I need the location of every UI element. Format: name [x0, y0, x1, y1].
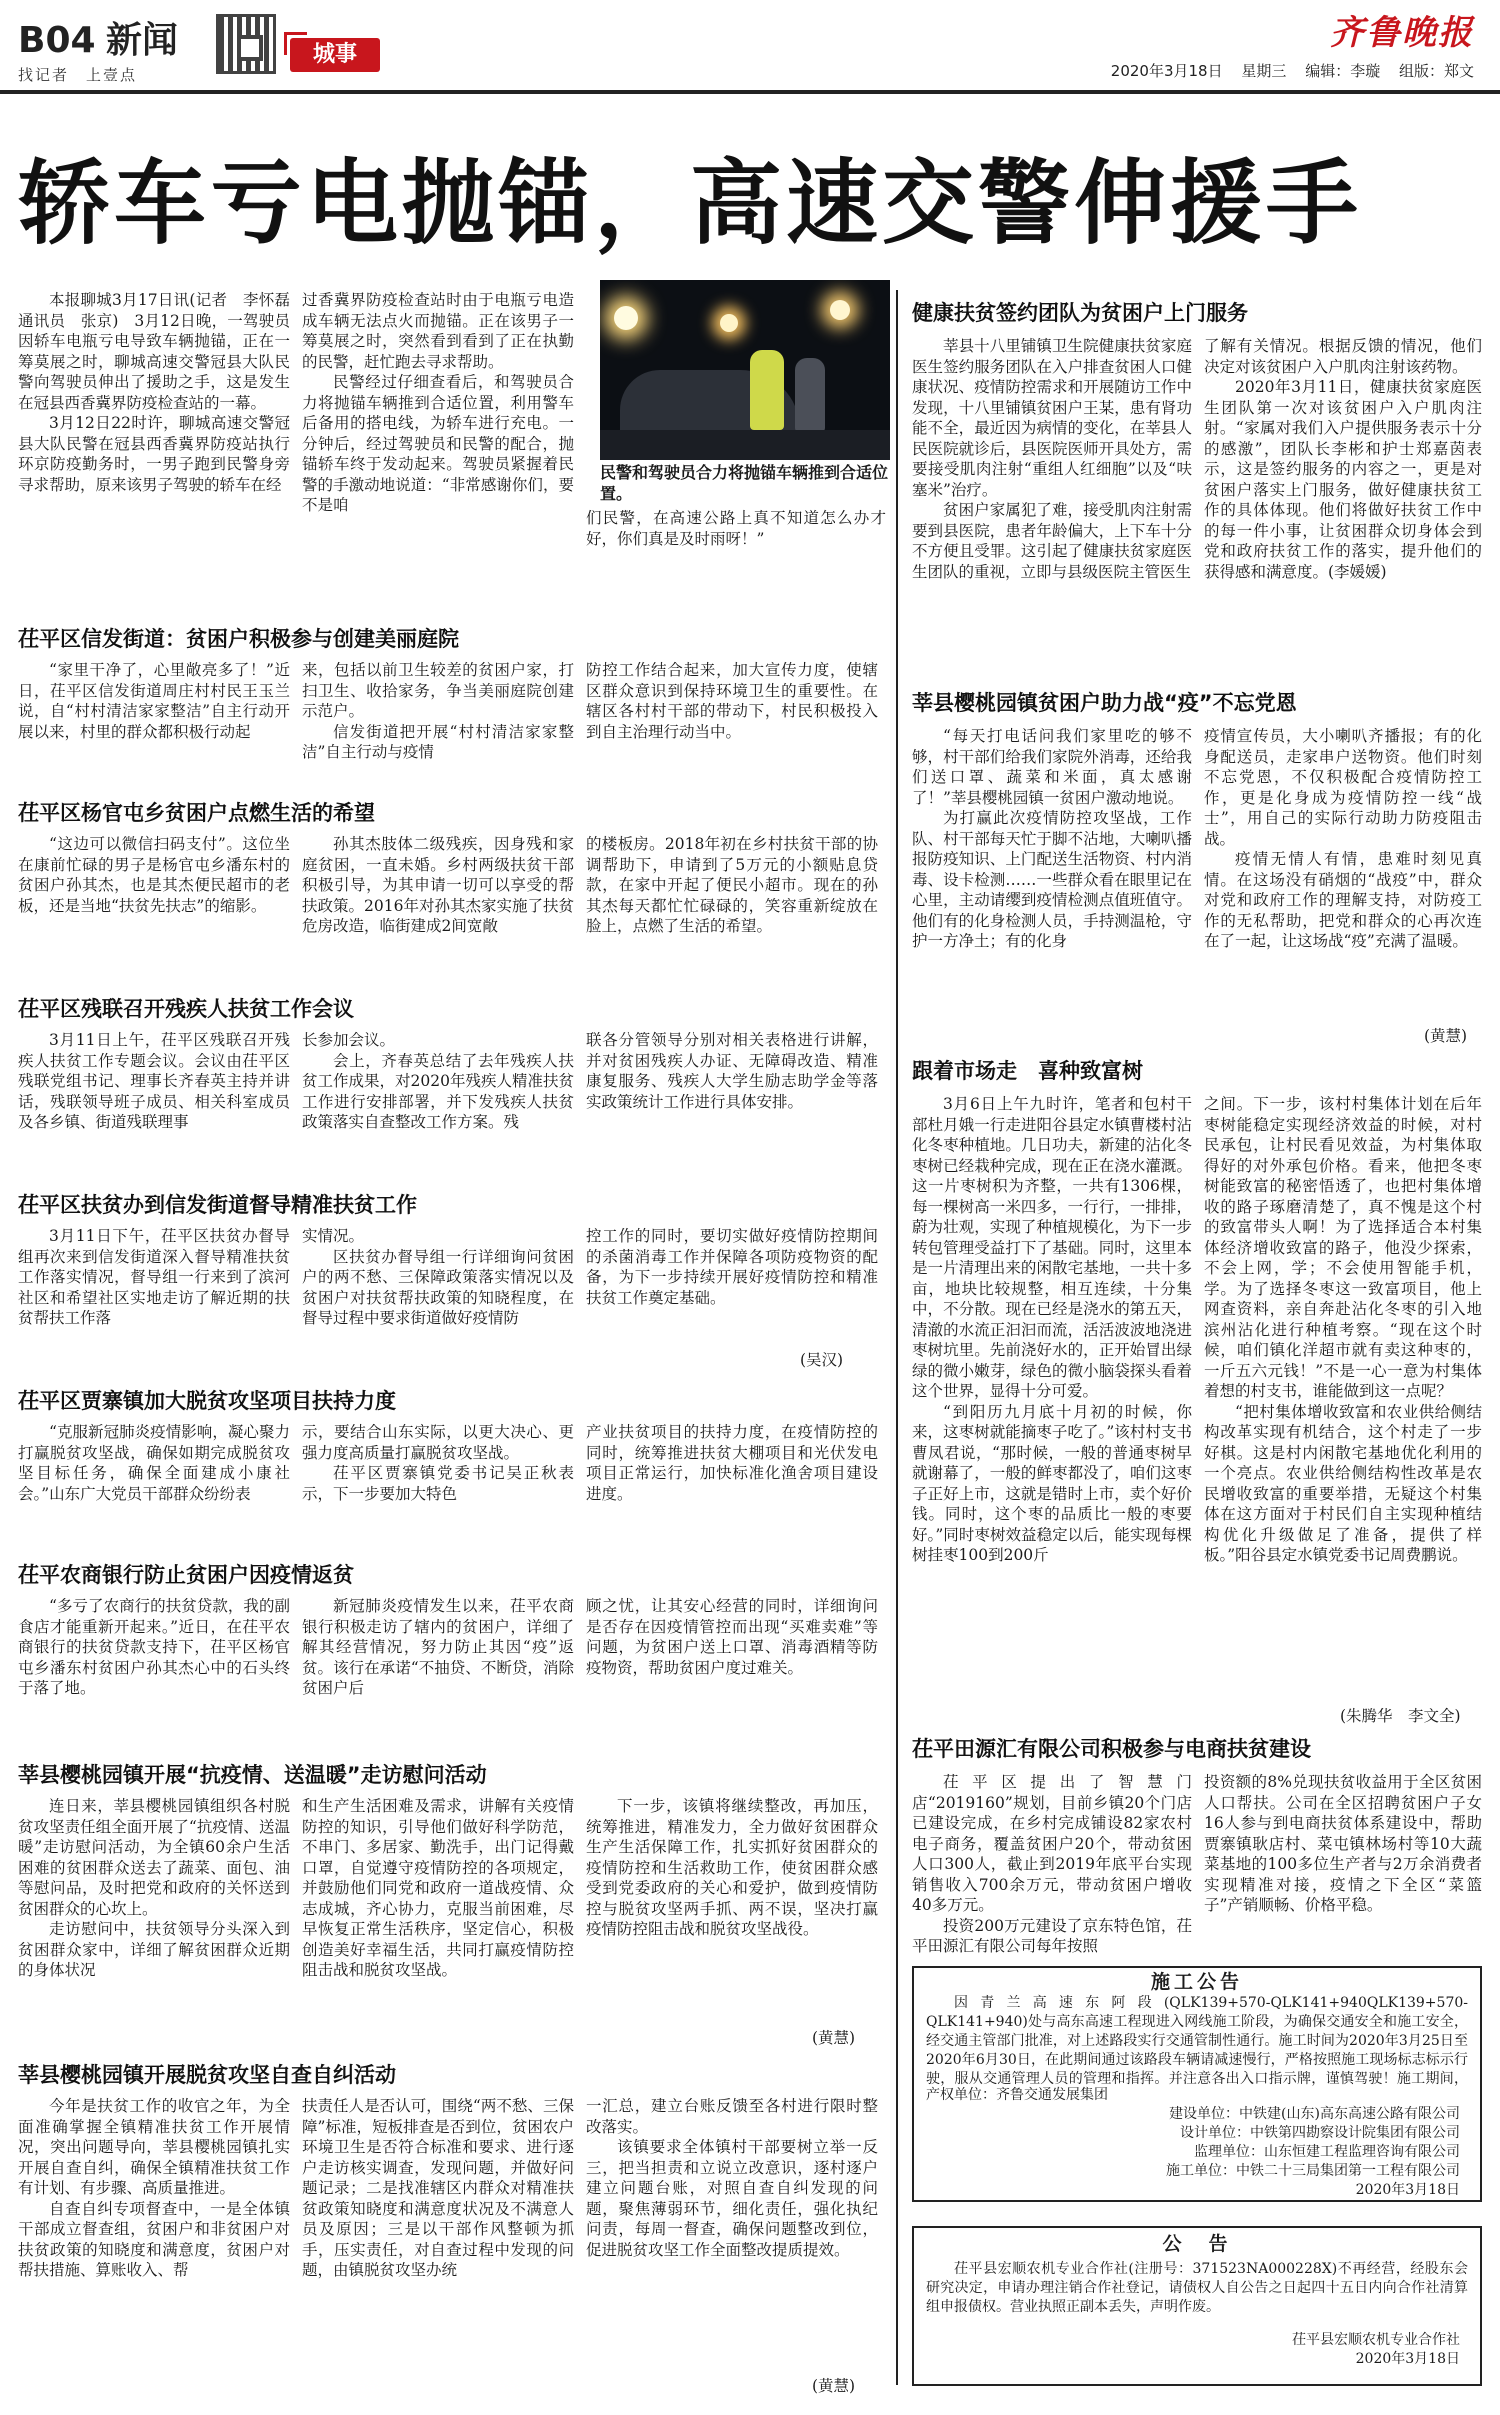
paragraph: 因青兰高速东阿段(QLK139+570-QLK141+940QLK139+570-QLK141+940)处与高东高速工程现进入网线施工阶段，为确保交通安全和施工安全，经交通主管部门批准，对上述路段实行交通管制性通行。施工时间为2020年3月25日至2020年6月30日，在此期间通过该路段车辆请减速慢行，严格按照施工现场标志标示行驶，服从交通管理人员的管理和指挥。并注意各出入口指示牌，谨慎驾驶！施工期间，: [926, 1995, 1468, 2086]
story-title: 茌平区贾寨镇加大脱贫攻坚项目扶持力度: [18, 1389, 396, 1413]
story-column: [586, 1796, 878, 2024]
paragraph: “家里干净了，心里敞亮多了！”近日，茌平区信发街道周庄村村民王玉兰说，自“村村清洁家家整洁”自主行动开展以来，村里的群众都积极行动起: [18, 661, 290, 741]
story-column: [586, 2096, 878, 2372]
story-column: [302, 1226, 574, 1372]
story-title: 健康扶贫签约团队为贫困户上门服务: [912, 301, 1248, 325]
notice-designer: 设计单位：中铁第四勘察设计院集团有限公司: [1180, 2125, 1460, 2141]
paragraph: 2020年3月11日，健康扶贫家庭医生团队第一次对该贫困户入户肌肉注射。“家属对我们入户提供服务表示十分的感激”，团队长李彬和护士郑嘉茵表示，这是签约服务的内容之一，更是对贫困户落实上门服务，做好健康扶贫工作的具体体现。他们将做好扶贫工作中的每一件小事，让贫困群众切身体会到党和政府扶贫工作的落实，提升他们的获得感和满意度。(李媛媛): [1204, 378, 1482, 581]
paragraph: 走访慰问中，扶贫领导分头深入到贫困群众家中，详细了解贫困群众近期的身体状况: [18, 1920, 290, 1979]
story-title: 茌平区信发街道：贫困户积极参与创建美丽庭院: [18, 627, 459, 651]
story-title: 茌平区杨官屯乡贫困户点燃生活的希望: [18, 801, 375, 825]
story-column: [586, 1030, 878, 1176]
paragraph: 联各分管领导分别对相关表格进行讲解，并对贫困残疾人办证、无障碍改造、精准康复服务、残疾人大学生励志助学金等落实政策统计工作进行具体安排。: [586, 1031, 878, 1111]
notice-builder: 建设单位：中铁建(山东)高东高速公路有限公司: [1169, 2106, 1460, 2122]
notice-constructor: 施工单位：中铁二十三局集团第一工程有限公司: [1166, 2163, 1460, 2179]
construction-notice: [912, 1966, 1482, 2202]
story-column: [18, 1422, 290, 1546]
byline: (黄慧): [812, 2029, 856, 2047]
paragraph: 连日来，莘县樱桃园镇组织各村脱贫攻坚责任组全面开展了“抗疫情、送温暖”走访慰问活动，为全镇60余户生活困难的贫困群众送去了蔬菜、面包、油等慰问品，及时把党和政府的关怀送到贫困群众的心坎上。: [18, 1797, 290, 1918]
story-column: [18, 1596, 290, 1742]
paragraph: 为打赢此次疫情防控攻坚战，工作队、村干部每天忙于脚不沾地，大喇叭播报防疫知识、上门配送生活物资、村内消毒、设卡检测……一些群众看在眼里记在心里，主动请缨到疫情检测点值班值守。他们有的化身检测人员，手持测温枪，守护一方净土；有的化身: [912, 809, 1192, 950]
story-column: [18, 834, 290, 980]
story-column: [912, 1772, 1192, 1956]
story-column: [912, 1094, 1192, 1726]
paragraph: 自查自纠专项督查中，一是全体镇干部成立督查组，贫困户和非贫困户对扶贫政策的知晓度和满意度，贫困户对帮扶措施、算账收入、帮: [18, 2199, 290, 2279]
paragraph: “把村集体增收致富和农业供给侧结构改革实现有机结合，这个村走了一步好棋。这是村内闲散宅基地优化利用的一个亮点。农业供给侧结构性改革是农民增收致富的重要举措，无疑这个村集体在这方面对于村民们自主实现种植结构优化升级做足了准备，提供了样板。”阳谷县定水镇党委书记周费鹏说。: [1204, 1402, 1482, 1564]
notice-body: [914, 1994, 1480, 2086]
story-column: [586, 1226, 878, 1350]
paragraph: 之间。下一步，该村村集体计划在后年枣树能稳定实现经济效益的时候，对村民承包，让村民看见效益，为村集体取得好的对外承包价格。看来，他把冬枣树能致富的秘密悟透了，也把村集体增收的路子琢磨清楚了，真不愧是这个村的致富带头人啊！为了选择适合本村集体经济增收致富的路子，他没少探索，不会上网，学；不会使用智能手机，学。为了选择冬枣这一致富项目，他上网查资料，亲自奔赴沾化冬枣的引入地滨州沾化进行种植考察。“现在这个时候，咱们镇化洋超市就有卖这种枣的，一斤五六元钱！”不是一心一意为村集体着想的村支书，谁能做到这一点呢？: [1204, 1095, 1482, 1400]
lead-story-column-2: [302, 290, 574, 580]
byline: (黄慧): [812, 2377, 856, 2395]
paragraph: 过香冀界防疫检查站时由于电瓶亏电造成车辆无法点火而抛锚。正在该男子一筹莫展之时，突然看到看到了正在执勤的民警，赶忙跑去寻求帮助。: [302, 291, 574, 371]
notice-body: [914, 2260, 1480, 2317]
issue-date: 2020年3月18日: [1110, 62, 1223, 80]
story-column: [586, 1422, 878, 1546]
paragraph: “到阳历九月底十月初的时候，你来，这枣树就能摘枣子吃了。”该村村支书曹凤君说，“那时候，一般的普通枣树早就谢幕了，一般的鲜枣都没了，咱们这枣子正好上市，这就是错时上市，卖个好价钱。同时，这个枣的品质比一般的枣要好。”同时枣树效益稳定以后，能实现每棵树挂枣100到200斤: [912, 1402, 1192, 1564]
story-column: [1204, 336, 1482, 668]
paragraph: 孙其杰肢体二级残疾，因身残和家庭贫困，一直未婚。乡村两级扶贫干部积极引导，为其申请一切可以享受的帮扶政策。2016年对孙其杰家实施了扶贫危房改造，临街建成2间宽敞: [302, 835, 574, 935]
story-title: 莘县樱桃园镇开展脱贫攻坚自查自纠活动: [18, 2063, 396, 2087]
story-column: [18, 1796, 290, 2044]
channel-badge: 城事: [290, 38, 380, 72]
qr-code-icon: [216, 14, 276, 74]
paragraph: 们民警，在高速公路上真不知道怎么办才好，你们真是及时雨呀！”: [586, 509, 886, 548]
newspaper-logo: 齐鲁晚报: [1330, 13, 1474, 53]
notice-signer: 茌平县宏顺农机专业合作社: [1292, 2332, 1460, 2348]
notice-date: 2020年3月18日: [1355, 2351, 1460, 2367]
story-column: [1204, 1772, 1482, 1956]
story-column: [18, 2096, 290, 2396]
paragraph: 疫情无情人有情，患难时刻见真情。在这场没有硝烟的“战疫”中，群众对党和政府工作的理解支持，对防疫工作的无私帮助，把党和群众的心再次连在了一起，让这场战“疫”充满了温暖。: [1204, 850, 1482, 950]
paragraph: 该镇要求全体镇村干部要树立举一反三，把当担责和立说立改意识，逐村逐户建立问题台账，对照自查自纠发现的问题，聚焦薄弱环节，细化责任，强化执纪问责，每周一督查，确保问题整改到位，促进脱贫攻坚工作全面整改提质提效。: [586, 2138, 878, 2259]
story-title: 莘县樱桃园镇贫困户助力战“疫”不忘党恩: [912, 691, 1297, 715]
paragraph: 产业扶贫项目的扶持力度，在疫情防控的同时，统筹推进扶贫大棚项目和光伏发电项目正常运行，加快标准化渔舍项目建设进度。: [586, 1423, 878, 1503]
story-column: [18, 1226, 290, 1372]
byline: (黄慧): [1424, 1027, 1468, 1045]
story-column: [586, 660, 878, 784]
paragraph: 民警经过仔细查看后，和驾驶员合力将抛锚车辆推到合适位置，利用警车后备用的搭电线，为轿车进行充电。一分钟后，经过驾驶员和民警的配合，抛锚轿车终于发动起来。驾驶员紧握着民警的手激动地说道：“非常感谢你们，要不是咱: [302, 373, 574, 514]
notice-title: 施工公告: [1150, 1971, 1243, 1993]
story-column: [586, 834, 878, 980]
story-title: 茌平农商银行防止贫困户因疫情返贫: [18, 1563, 354, 1587]
paragraph: 疫情宣传员，大小喇叭齐播报；有的化身配送员，走家串户送物资。他们时刻不忘党恩，不仅积极配合疫情防控工作，更是化身成为疫情防控一线“战士”，用自己的实际行动助力防疫阻击战。: [1204, 727, 1482, 848]
paragraph: 扶责任人是否认可，围绕“两不愁、三保障”标准，短板排查是否到位，贫困农户环境卫生是否符合标准和要求、进行逐户走访核实调查，发现问题，并做好问题记录；二是找准辖区内群众对精准扶贫政策知晓度和满意度状况及不满意人员及原因；三是以干部作风整顿为抓手，压实责任，对自查过程中发现的问题，由镇脱贫攻坚办统: [302, 2097, 574, 2279]
story-column: [302, 834, 574, 980]
editor-credit: 编辑：李璇: [1305, 62, 1381, 80]
dissolution-notice: [912, 2226, 1482, 2386]
paragraph: 投资额的8%兑现扶贫收益用于全区贫困人口帮扶。公司在全区招聘贫困户子女16人参与到电商扶贫体系建设中，帮助贾寨镇耿店村、菜屯镇林场村等10大蔬菜基地的100多位生产者与2万余消费者实现精准对接，疫情之下全区“菜篮子”产销顺畅、价格平稳。: [1204, 1773, 1482, 1914]
story-column: [912, 726, 1192, 1046]
paragraph: 信发街道把开展“村村清洁家家整洁”自主行动与疫情: [302, 722, 574, 761]
paragraph: 3月11日上午，茌平区残联召开残疾人扶贫工作专题会议。会议由茌平区残联党组书记、理事长齐春英主持并讲话，残联领导班子成员、相关科室成员及各乡镇、街道残联理事: [18, 1031, 290, 1131]
story-column: [18, 660, 290, 784]
paragraph: 防控工作结合起来，加大宣传力度，使辖区群众意识到保持环境卫生的重要性。在辖区各村村干部的带动下，村民积极投入到自主治理行动当中。: [586, 661, 878, 741]
paragraph: 本报聊城3月17日讯(记者 李怀磊 通讯员 张京) 3月12日晚，一驾驶员因轿车电瓶亏电导致车辆抛锚，正在一筹莫展之时，聊城高速交警冠县大队民警向驾驶员伸出了援助之手，这是发生在冠县西香冀界防疫检查站的一幕。: [18, 291, 290, 412]
paragraph: 控工作的同时，要切实做好疫情防控期间的杀菌消毒工作并保障各项防疫物资的配备，为下一步持续开展好疫情防控和精准扶贫工作奠定基础。: [586, 1227, 878, 1307]
column-divider: [896, 290, 898, 2385]
paragraph: 实情况。: [302, 1227, 365, 1245]
story-column: [302, 1796, 574, 2044]
paragraph: “多亏了农商行的扶贫贷款，我的副食店才能重新开起来。”近日，在茌平农商银行的扶贫贷款支持下，茌平区杨官屯乡潘东村贫困户孙其杰心中的石头终于落了地。: [18, 1597, 290, 1697]
notice-owner: 产权单位：齐鲁交通发展集团: [926, 2087, 1108, 2103]
paragraph: 会上，齐春英总结了去年残疾人扶贫工作成果，对2020年残疾人精准扶贫工作进行安排部署，并下发残疾人扶贫政策落实自查整改工作方案。残: [302, 1051, 574, 1131]
layout-credit: 组版：郑文: [1398, 62, 1474, 80]
story-column: [302, 660, 574, 784]
paragraph: 来，包括以前卫生较差的贫困户家，打扫卫生、收拾家务，争当美丽庭院创建示范户。: [302, 661, 574, 720]
paragraph: 3月11日下午，茌平区扶贫办督导组再次来到信发街道深入督导精准扶贫工作落实情况，督导组一行来到了滨河社区和希望社区实地走访了解近期的扶贫帮扶工作落: [18, 1227, 290, 1327]
paragraph: 贫困户家属犯了难，接受肌肉注射需要到县医院，患者年龄偏大，上下车十分不方便且受罪。这引起了健康扶贫家庭医生团队的重视，立即与县级医院主管医生: [912, 501, 1192, 581]
story-column: [302, 2096, 574, 2396]
paragraph: “克服新冠肺炎疫情影响，凝心聚力打赢脱贫攻坚战，确保如期完成脱贫攻坚目标任务，确保全面建成小康社会。”山东广大党员干部群众纷纷表: [18, 1423, 290, 1503]
paragraph: 顾之忧，让其安心经营的同时，详细询问是否存在因疫情管控而出现“买难卖难”等问题，为贫困户送上口罩、消毒酒精等防疫物资，帮助贫困户度过难关。: [586, 1597, 878, 1677]
dateline: [1097, 62, 1474, 80]
paragraph: 下一步，该镇将继续整改，再加压，统筹推进，精准发力，全力做好贫困群众生产生活保障工作，扎实抓好贫困群众的疫情防控和生活救助工作，使贫困群众感受到党委政府的关心和爱护，做到疫情防控与脱贫攻坚两手抓、两不误，坚决打赢疫情防控阻击战和脱贫攻坚战役。: [586, 1797, 878, 1938]
story-column: [302, 1422, 574, 1546]
story-title: 茌平区扶贫办到信发街道督导精准扶贫工作: [18, 1193, 417, 1217]
paragraph: 和生产生活困难及需求，讲解有关疫情防控的知识，引导他们做好科学防范，不串门、多居家、勤洗手，出门记得戴口罩，自觉遵守疫情防控的各项规定，并鼓励他们同党和政府一道战疫情、众志成城，齐心协力，克服当前困难，尽早恢复正常生活秩序，坚定信心，积极创造美好幸福生活，共同打赢疫情防控阻击战和脱贫攻坚战。: [302, 1797, 574, 1979]
masthead: [0, 0, 1500, 88]
paragraph: 茌平区贾寨镇党委书记吴正秋表示，下一步要加大特色: [302, 1464, 574, 1503]
notice-title: 公 告: [1162, 2233, 1232, 2255]
lead-story-column-3: [586, 508, 886, 578]
story-title: 茌平区残联召开残疾人扶贫工作会议: [18, 997, 354, 1021]
story-column: [586, 1596, 878, 1742]
page-headline: 轿车亏电抛锚，高速交警伸援手: [18, 150, 1363, 257]
news-photo: [600, 280, 890, 460]
paragraph: 长参加会议。: [302, 1031, 396, 1049]
notice-date: 2020年3月18日: [1355, 2182, 1460, 2198]
byline: (朱腾华 李文全): [1340, 1707, 1461, 1725]
paragraph: 示，要结合山东实际，以更大决心、更强力度高质量打赢脱贫攻坚战。: [302, 1423, 574, 1462]
paragraph: “每天打电话问我们家里吃的够不够，村干部们给我们家院外消毒，还给我们送口罩、蔬菜和米面，真太感谢了！”莘县樱桃园镇一贫困户激动地说。: [912, 727, 1192, 807]
slogan: 找记者 上壹点: [18, 66, 138, 84]
paragraph: 了解有关情况。根据反馈的情况，他们决定对该贫困户入户肌肉注射该药物。: [1204, 337, 1482, 376]
paragraph: 区扶贫办督导组一行详细询问贫困户的两不愁、三保障政策落实情况以及贫困户对扶贫帮扶政策的知晓程度，在督导过程中要求街道做好疫情防: [302, 1247, 574, 1327]
paragraph: 茌平区提出了智慧门店“2019160”规划，目前乡镇20个门店已建设完成，在乡村完成铺设82家农村电子商务，覆盖贫困户20个，带动贫困人口300人，截止到2019年底平台实现销售收入700余万元，带动贫困户增收40多万元。: [912, 1773, 1192, 1914]
paragraph: 茌平县宏顺农机专业合作社(注册号：371523NA000228X)不再经营，经股东会研究决定，申请办理注销合作社登记，请债权人自公告之日起四十五日内向合作社清算组申报债权。营业执照正副本丢失，声明作废。: [926, 2261, 1468, 2315]
story-title: 跟着市场走 喜种致富树: [912, 1059, 1143, 1083]
byline: (吴汉): [800, 1351, 844, 1369]
paragraph: “这边可以微信扫码支付”。这位坐在康前忙碌的男子是杨官屯乡潘东村的贫困户孙其杰，也是其杰便民超市的老板，还是当地“扶贫先扶志”的缩影。: [18, 835, 290, 915]
story-title: 莘县樱桃园镇开展“抗疫情、送温暖”走访慰问活动: [18, 1763, 487, 1787]
notice-supervisor: 监理单位：山东恒建工程监理咨询有限公司: [1194, 2144, 1460, 2160]
photo-caption: 民警和驾驶员合力将抛锚车辆推到合适位置。: [600, 463, 889, 503]
section-name: 新闻: [106, 20, 179, 61]
lead-story-column-1: [18, 290, 290, 580]
story-column: [1204, 726, 1482, 1026]
paragraph: 的楼板房。2018年初在乡村扶贫干部的协调帮助下，申请到了5万元的小额贴息贷款，在家中开起了便民小超市。现在的孙其杰每天都忙忙碌碌的，笑容重新绽放在脸上，点燃了生活的希望。: [586, 835, 878, 935]
story-column: [18, 1030, 290, 1176]
paragraph: 一汇总，建立台账反馈至各村进行限时整改落实。: [586, 2097, 878, 2136]
paragraph: 投资200万元建设了京东特色馆，茌平田源汇有限公司每年按照: [912, 1916, 1192, 1955]
paragraph: 莘县十八里铺镇卫生院健康扶贫家庭医生签约服务团队在入户排查贫困人口健康状况、疫情防控需求和开展随访工作中发现，十八里铺镇贫困户王某，患有肾功能不全，最近因为病情的变化，在莘县人民医院就诊后，县医院医师开具处方，需要接受肌肉注射“重组人红细胞”以及“呋塞米”治疗。: [912, 337, 1192, 499]
paragraph: 3月12日22时许，聊城高速交警冠县大队民警在冠县西香冀界防疫站执行环京防疫勤务时，一男子跑到民警身旁寻求帮助，原来该男子驾驶的轿车在经: [18, 414, 290, 494]
page-number: B04: [18, 20, 96, 61]
story-column: [302, 1030, 574, 1176]
paragraph: 新冠肺炎疫情发生以来，茌平农商银行积极走访了辖内的贫困户，详细了解其经营情况，努力防止其因“疫”返贫。该行在承诺“不抽贷、不断贷，消除贫困户后: [302, 1597, 574, 1697]
story-title: 茌平田源汇有限公司积极参与电商扶贫建设: [912, 1737, 1311, 1761]
top-rule: [0, 90, 1500, 94]
story-column: [912, 336, 1192, 668]
issue-weekday: 星期三: [1241, 62, 1287, 80]
paragraph: 3月6日上午九时许，笔者和包村干部杜月娥一行走进阳谷县定水镇曹楼村沾化冬枣种植地。几日功夫，新建的沾化冬枣树已经栽种完成，现在正在浇水灌溉。这一片枣树积为齐整，一共有1306棵，每一棵树高一米四多，一行行，一排排，蔚为壮观，实现了种植规模化，为下一步转包管理受益打下了基础。同时，这里本是一片清理出来的闲散宅基地，一共十多亩，地块比较规整，相互连续，十分集中，不分散。现在已经是浇水的第五天，清澈的水流正汩汩而流，活活波波地浇进枣树坑里。先前浇好水的，正开始冒出绿绿的微小嫩芽，绿色的微小脑袋探头看着这个世界，显得十分可爱。: [912, 1095, 1192, 1400]
story-column: [302, 1596, 574, 1742]
story-column: [1204, 1094, 1482, 1706]
paragraph: 今年是扶贫工作的收官之年，为全面准确掌握全镇精准扶贫工作开展情况，突出问题导向，莘县樱桃园镇扎实开展自查自纠，确保全镇精准扶贫工作有计划、有步骤、高质量推进。: [18, 2097, 290, 2197]
